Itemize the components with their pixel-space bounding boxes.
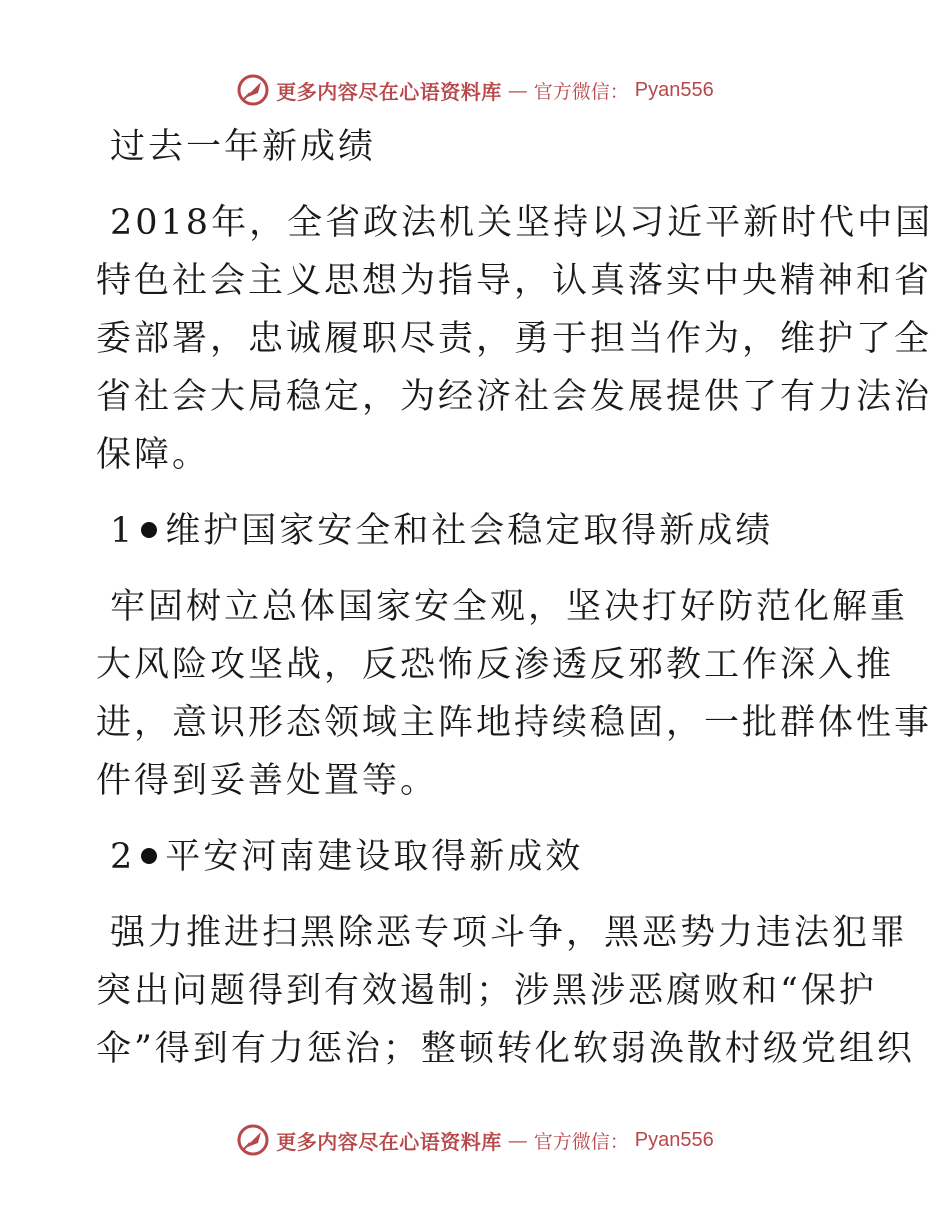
- section-2-number: 2: [110, 837, 136, 877]
- quill-logo-icon: [236, 73, 270, 107]
- section-1-line: 进，意识形态领域主阵地持续稳固，一批群体性事: [96, 703, 933, 743]
- bullet-icon: [141, 522, 157, 538]
- watermark-dash: —: [507, 1128, 528, 1152]
- section-1-line: 大风险攻坚战，反恐怖反渗透反邪教工作深入推: [96, 645, 895, 685]
- section-1-paragraph: [96, 578, 933, 810]
- intro-line: 省社会大局稳定，为经济社会发展提供了有力法治: [96, 377, 933, 417]
- intro-line: 委部署，忠诚履职尽责，勇于担当作为，维护了全: [96, 319, 933, 359]
- watermark-main-text: 更多内容尽在心语资料库: [276, 79, 502, 104]
- document-body: [96, 118, 934, 1096]
- watermark-sub-text: 官方微信：: [533, 1130, 629, 1153]
- watermark-wechat-id: Pyan556: [634, 1128, 714, 1151]
- section-2-line: 强力推进扫黑除恶专项斗争，黑恶势力违法犯罪: [110, 913, 909, 953]
- section-2-paragraph: [96, 904, 915, 1078]
- bullet-icon: [141, 848, 157, 864]
- section-2-line: 伞”得到有力惩治；整顿转化软弱涣散村级党组织: [96, 1029, 915, 1069]
- section-2-title: 平安河南建设取得新成效: [165, 837, 584, 877]
- intro-line: 2018年，全省政法机关坚持以习近平新时代中国: [110, 203, 934, 243]
- intro-line: 特色社会主义思想为指导，认真落实中央精神和省: [96, 261, 933, 301]
- watermark-main-text: 更多内容尽在心语资料库: [276, 1129, 502, 1154]
- watermark-wechat-id: Pyan556: [634, 78, 714, 101]
- section-2-line: 突出问题得到有效遏制；涉黑涉恶腐败和“保护: [96, 971, 877, 1011]
- footer-watermark: [0, 1120, 950, 1160]
- intro-line: 保障。: [96, 435, 211, 475]
- quill-logo-icon: [236, 1123, 270, 1157]
- intro-paragraph: [96, 194, 934, 484]
- section-1-title: 维护国家安全和社会稳定取得新成绩: [165, 511, 774, 551]
- section-1-number: 1: [110, 511, 136, 551]
- section-1-line: 件得到妥善处置等。: [96, 761, 439, 801]
- section-1-line: 牢固树立总体国家安全观，坚决打好防范化解重: [110, 587, 909, 627]
- watermark-dash: —: [507, 78, 528, 102]
- section-2-heading: [96, 828, 856, 886]
- section-1-heading: [96, 502, 856, 560]
- header-watermark: [0, 70, 950, 110]
- watermark-sub-text: 官方微信：: [533, 80, 629, 103]
- document-title: 过去一年新成绩: [110, 127, 377, 167]
